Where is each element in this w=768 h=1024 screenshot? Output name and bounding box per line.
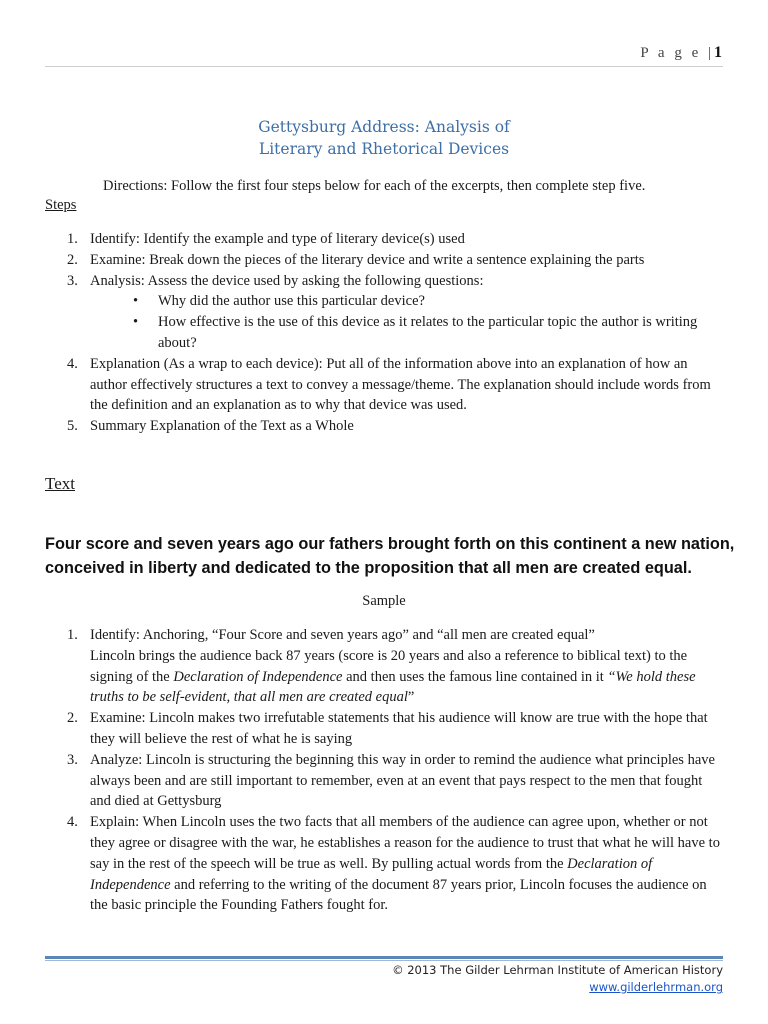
- quote-mark: ”: [407, 689, 415, 706]
- sample-item: [45, 750, 725, 812]
- step-number: 2.: [67, 251, 78, 268]
- footer-divider-thin: [45, 960, 723, 961]
- title-line-2: Literary and Rhetorical Devices: [258, 140, 510, 158]
- step-text: Summary Explanation of the Text as a Whole: [90, 418, 354, 435]
- document-title: [0, 116, 768, 160]
- sample-text: and referring to the writing of the document 87 years prior, Lincoln focuses the audience on the basic principle the Founding Fathers fought for.: [90, 876, 707, 914]
- sample-list: [45, 625, 725, 916]
- page-footer: [392, 962, 723, 996]
- steps-heading: Steps: [45, 197, 77, 213]
- page-header: [640, 44, 722, 62]
- sample-number: 4.: [67, 814, 78, 831]
- document-title-ref: Declaration of Independence: [90, 855, 653, 893]
- document-title-ref: Declaration of Independence: [173, 668, 343, 685]
- question-text: Why did the author use this particular device?: [158, 293, 425, 310]
- sample-number: 3.: [67, 751, 78, 768]
- sample-item: [45, 708, 725, 750]
- sample-text: Analyze: Lincoln is structuring the beginning this way in order to remind the audience what principles have always been and are still important to remember, even at an event that pays respect to the men that fought and died at Gettysburg: [90, 751, 715, 810]
- sample-text: Lincoln brings the audience back 87 years (score is 20 years and also a reference to biblical text) to the signing of the: [90, 647, 688, 685]
- step-item: [45, 229, 725, 250]
- question-item: [45, 291, 725, 312]
- step-number: 1.: [67, 231, 78, 247]
- step-item: [45, 416, 725, 437]
- page-number: 1: [714, 44, 722, 61]
- sample-number: 2.: [67, 710, 78, 727]
- steps-list: [45, 229, 725, 437]
- step-number: 3.: [67, 272, 78, 289]
- sample-number: 1.: [67, 627, 78, 643]
- step-text: Analysis: Assess the device used by asking the following questions:: [90, 272, 484, 289]
- sample-text: Examine: Lincoln makes two irrefutable statements that his audience will know are true with the hope that they will believe the rest of what he is saying: [90, 710, 708, 747]
- text-heading: Text: [45, 474, 75, 493]
- page-label: P a g e |: [640, 45, 714, 61]
- sample-heading: Sample: [362, 593, 406, 609]
- directions-text: Directions: Follow the first four steps below for each of the excerpts, then complete step five.: [103, 178, 646, 194]
- step-item: [45, 250, 725, 271]
- title-line-1: Gettysburg Address: Analysis of: [258, 118, 510, 136]
- step-item: [45, 271, 725, 354]
- step-text: Examine: Break down the pieces of the literary device and write a sentence explaining the parts: [90, 251, 645, 268]
- question-item: [45, 312, 725, 354]
- question-text: How effective is the use of this device as it relates to the particular topic the author is writing about?: [158, 314, 698, 351]
- excerpt-quote: Four score and seven years ago our fathers brought forth on this continent a new nation, conceived in liberty and dedicated to the proposition that all men are created equal.: [45, 535, 735, 577]
- sample-text: and then uses the famous line contained in it: [342, 668, 608, 685]
- step-item: [45, 354, 725, 416]
- sample-item: [45, 812, 725, 916]
- bullet-icon: •: [133, 314, 139, 331]
- sample-item: [45, 625, 725, 708]
- step-number: 5.: [67, 418, 78, 435]
- bullet-icon: •: [133, 293, 139, 310]
- quoted-line: “We hold these truths to be self-evident, that all men are created equal: [90, 668, 696, 706]
- sample-text: Explain: When Lincoln uses the two facts that all members of the audience can agree upon, whether or not they agree or disagree with the war, he establishes a reason for the audience to trust that what he will have to say in the rest of the speech will be true as well. By pulling actual words from the: [90, 814, 720, 872]
- step-text: Identify: Identify the example and type of literary device(s) used: [90, 231, 465, 247]
- header-divider: [45, 66, 723, 67]
- website-link[interactable]: www.gilderlehrman.org: [589, 980, 723, 994]
- step-number: 4.: [67, 355, 78, 372]
- question-list: [90, 291, 725, 353]
- sample-identify-line: Identify: Anchoring, “Four Score and seven years ago” and “all men are created equal”: [90, 627, 595, 643]
- footer-divider: [45, 956, 723, 959]
- copyright-text: © 2013 The Gilder Lehrman Institute of American History: [392, 963, 723, 977]
- step-text: Explanation (As a wrap to each device): Put all of the information above into an explanation of how an author effectively structures a text to convey a message/theme. The explanation should include words from the definition and an explanation as to why that device was used.: [90, 355, 711, 414]
